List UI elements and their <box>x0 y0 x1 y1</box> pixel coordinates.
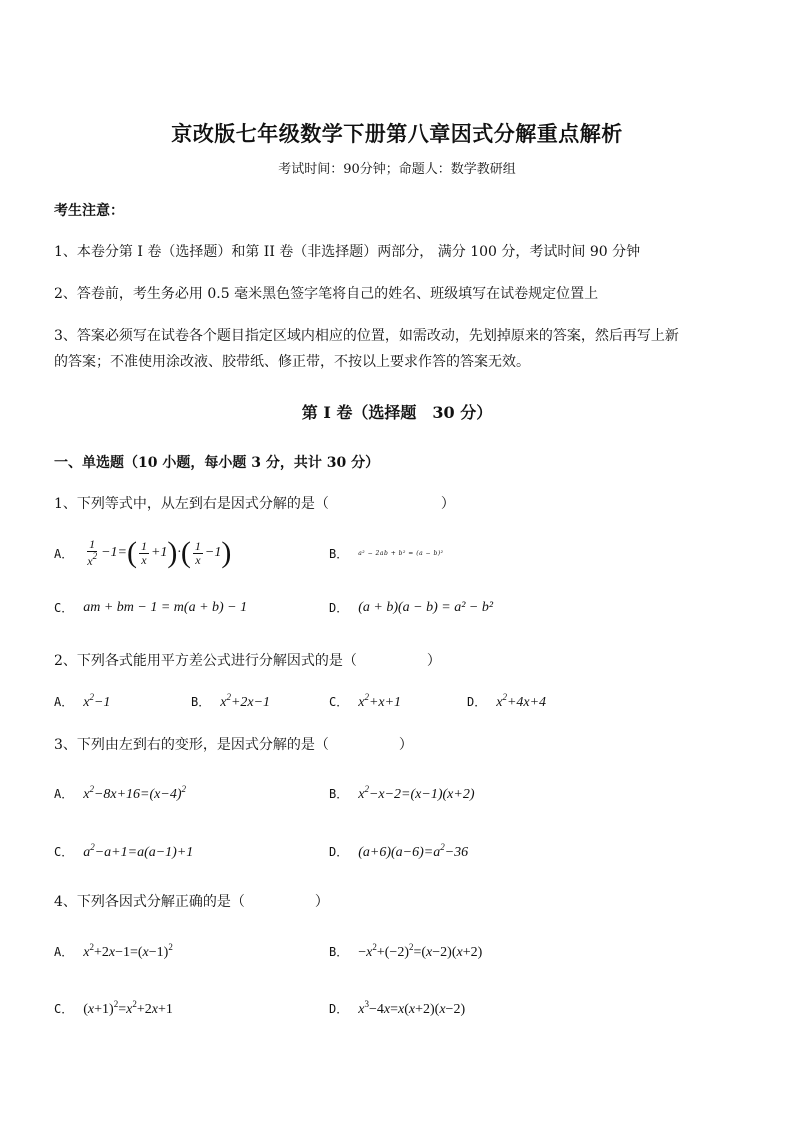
question-1-stem: 1、下列等式中，从左到右是因式分解的是（ ） <box>54 496 455 512</box>
question-4-option-b <box>329 942 482 961</box>
option-label: A． <box>54 945 74 959</box>
option-label: B． <box>329 787 349 801</box>
option-label: C． <box>329 695 349 709</box>
option-label: C． <box>54 601 74 615</box>
formula: $a^2-a+1=a(a-1)+1$ <box>83 842 194 860</box>
section-title: 第 I 卷（选择题 30 分） <box>301 403 493 422</box>
question-2-option-b <box>191 692 270 711</box>
option-label: C． <box>54 1002 74 1016</box>
option-label: C． <box>54 845 74 859</box>
formula: $x^2-1$ <box>83 692 111 710</box>
question-2-option-d <box>467 692 546 711</box>
formula: $x^2-8x+16=(x-4)^2$ <box>83 784 186 802</box>
question-1-option-a <box>54 533 231 573</box>
formula: $x^2-x-2=(x-1)(x+2)$ <box>358 784 475 802</box>
notice-item-3-line-1: 3、答案必须写在试卷各个题目指定区域内相应的位置，如需改动，先划掉原来的答案，然后再写上新 <box>54 328 679 344</box>
notice-item-1: 1、本卷分第 I 卷（选择题）和第 II 卷（非选择题）两部分， 满分 100 分，考试时间 90 分钟 <box>54 244 641 260</box>
option-label: A． <box>54 546 74 561</box>
part-title: 一、单选题（10 小题，每小题 3 分，共计 30 分） <box>54 455 380 471</box>
question-1-option-c <box>54 599 247 616</box>
question-2-option-c <box>329 692 401 711</box>
question-1-option-b <box>329 545 444 562</box>
formula: am + bm − 1 = m(a + b) − 1 <box>83 599 248 615</box>
question-3-option-d <box>329 842 468 861</box>
formula: $(a+6)(a-6)=a^2-36$ <box>358 842 469 860</box>
notice-heading: 考生注意： <box>54 203 124 219</box>
option-label: B． <box>329 945 349 959</box>
option-label: D． <box>467 695 487 709</box>
formula: $x^2+x+1$ <box>358 692 402 710</box>
formula: a² − 2ab + b² = (a − b)² <box>358 550 444 557</box>
option-label: A． <box>54 695 74 709</box>
formula: $x^2+2x-1=(x-1)^2$ <box>83 942 173 960</box>
question-3-stem: 3、下列由左到右的变形，是因式分解的是（ ） <box>54 737 413 753</box>
option-label: D． <box>329 1002 349 1016</box>
question-1-option-d <box>329 599 493 616</box>
notice-item-2: 2、答卷前，考生务必用 0.5 毫米黑色签字笔将自己的姓名、班级填写在试卷规定位置上 <box>54 286 599 302</box>
question-2-stem: 2、下列各式能用平方差公式进行分解因式的是（ ） <box>54 653 441 669</box>
question-4-stem: 4、下列各因式分解正确的是（ ） <box>54 894 329 910</box>
question-4-option-d <box>329 999 465 1018</box>
formula: $-x^2+(-2)^2=(x-2)(x+2)$ <box>358 942 483 960</box>
option-label: B． <box>191 695 211 709</box>
question-3-option-b <box>329 784 474 803</box>
notice-item-3-line-2: 的答案；不准使用涂改液、胶带纸、修正带，不按以上要求作答的答案无效。 <box>54 354 530 370</box>
question-4-option-a <box>54 942 173 961</box>
formula: (a + b)(a − b) = a² − b² <box>358 599 494 615</box>
question-3-option-c <box>54 842 193 861</box>
question-2-option-a <box>54 692 110 711</box>
question-3-option-a <box>54 784 186 803</box>
option-label: D． <box>329 601 349 615</box>
option-label: A． <box>54 787 74 801</box>
formula: $x^2+2x-1$ <box>220 692 271 710</box>
page-title: 京改版七年级数学下册第八章因式分解重点解析 <box>171 121 623 146</box>
question-4-option-c <box>54 999 173 1018</box>
formula: $x^3-4x=x(x+2)(x-2)$ <box>358 999 466 1017</box>
formula: $(x+1)^2=x^2+2x+1$ <box>83 999 173 1017</box>
formula: $\frac{1}{x^2}$ −1=( $\frac{1}{x}$ +1)·( $\frac{1}{x}$ −1) <box>87 536 232 569</box>
option-label: B． <box>329 547 349 561</box>
option-label: D． <box>329 845 349 859</box>
page-subtitle: 考试时间：90分钟；命题人：数学教研组 <box>278 162 516 177</box>
formula: $x^2+4x+4$ <box>496 692 547 710</box>
